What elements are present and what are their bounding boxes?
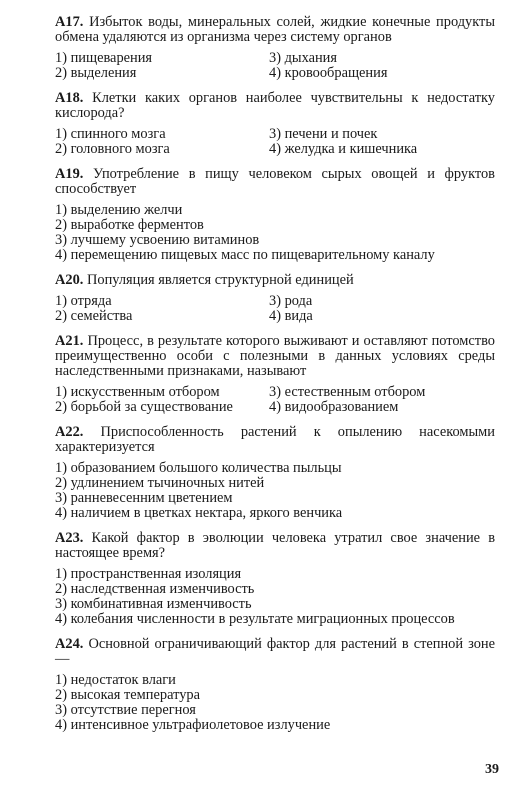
answer-option: 3) рода — [269, 293, 313, 309]
question-body: Употребление в пищу человеком сырых овощей и фруктов способствует — [55, 166, 495, 197]
question-body: Какой фактор в эволюции человека утратил свое значение в настоящее время? — [55, 530, 495, 561]
answer-option: 4) перемещению пищевых масс по пищеварительному каналу — [55, 247, 435, 263]
question-a19 — [55, 167, 495, 263]
answer-option: 1) образованием большого количества пыльцы — [55, 460, 342, 476]
answer-option: 1) отряда — [55, 293, 112, 309]
answer-option: 2) борьбой за существование — [55, 399, 233, 415]
answer-option: 2) удлинением тычиночных нитей — [55, 475, 265, 491]
question-body: Основной ограничивающий фактор для растений в степной зоне — — [55, 636, 495, 667]
question-text — [55, 531, 495, 561]
answer-options — [55, 673, 495, 733]
answer-option: 4) наличием в цветках нектара, яркого венчика — [55, 505, 343, 521]
answer-option: 3) ранневесенним цветением — [55, 490, 233, 506]
question-number: A22. — [55, 424, 84, 440]
answer-option: 3) печени и почек — [269, 126, 378, 142]
question-text — [55, 167, 495, 197]
question-text — [55, 425, 495, 455]
answer-option: 2) головного мозга — [55, 141, 170, 157]
answer-option: 4) колебания численности в результате миграционных процессов — [55, 611, 455, 627]
question-body: Клетки каких органов наиболее чувствительны к недостатку кислорода? — [55, 90, 495, 121]
question-text — [55, 15, 495, 45]
question-body: Популяция является структурной единицей — [87, 272, 354, 288]
question-number: A24. — [55, 636, 84, 652]
question-a18 — [55, 91, 495, 157]
question-a23 — [55, 531, 495, 627]
answer-option: 4) желудка и кишечника — [269, 141, 418, 157]
answer-options — [55, 385, 495, 415]
question-text — [55, 334, 495, 379]
answer-option: 1) выделению желчи — [55, 202, 183, 218]
answer-option: 3) отсутствие перегноя — [55, 702, 196, 718]
answer-option: 2) выделения — [55, 65, 137, 81]
answer-options — [55, 567, 495, 627]
answer-options — [55, 294, 495, 324]
question-number: A18. — [55, 90, 84, 106]
question-a24 — [55, 637, 495, 733]
answer-option: 2) семейства — [55, 308, 133, 324]
answer-option: 2) высокая температура — [55, 687, 200, 703]
answer-option: 3) дыхания — [269, 50, 337, 66]
answer-options — [55, 127, 495, 157]
question-number: A20. — [55, 272, 84, 288]
question-a20 — [55, 273, 495, 324]
question-number: A19. — [55, 166, 84, 182]
answer-option: 1) пищеварения — [55, 50, 153, 66]
answer-options — [55, 51, 495, 81]
question-text — [55, 273, 495, 288]
answer-options — [55, 203, 495, 263]
answer-option: 4) интенсивное ультрафиолетовое излучение — [55, 717, 331, 733]
page-number: 39 — [485, 762, 499, 777]
question-text — [55, 91, 495, 121]
answer-option: 2) выработке ферментов — [55, 217, 204, 233]
question-text — [55, 637, 495, 667]
question-number: A17. — [55, 14, 84, 30]
answer-option: 4) вида — [269, 308, 313, 324]
answer-option: 3) комбинативная изменчивость — [55, 596, 252, 612]
answer-option: 2) наследственная изменчивость — [55, 581, 255, 597]
question-number: A23. — [55, 530, 84, 546]
question-list — [55, 15, 495, 733]
question-body: Процесс, в результате которого выживают и оставляют потомство преимущественно особи с полезными в данных условиях среды наследственными признаками, называют — [55, 333, 495, 379]
answer-option: 3) лучшему усвоению витаминов — [55, 232, 260, 248]
answer-option: 1) спинного мозга — [55, 126, 166, 142]
answer-option: 1) пространственная изоляция — [55, 566, 242, 582]
answer-option: 3) естественным отбором — [269, 384, 426, 400]
answer-option: 1) искусственным отбором — [55, 384, 220, 400]
answer-options — [55, 461, 495, 521]
question-a21 — [55, 334, 495, 415]
answer-option: 4) кровообращения — [269, 65, 388, 81]
question-body: Приспособленность растений к опылению насекомыми характеризуется — [55, 424, 495, 455]
question-a17 — [55, 15, 495, 81]
answer-option: 1) недостаток влаги — [55, 672, 176, 688]
question-body: Избыток воды, минеральных солей, жидкие конечные продукты обмена удаляются из организма через систему органов — [55, 14, 496, 45]
answer-option: 4) видообразованием — [269, 399, 399, 415]
question-number: A21. — [55, 333, 84, 349]
question-a22 — [55, 425, 495, 521]
